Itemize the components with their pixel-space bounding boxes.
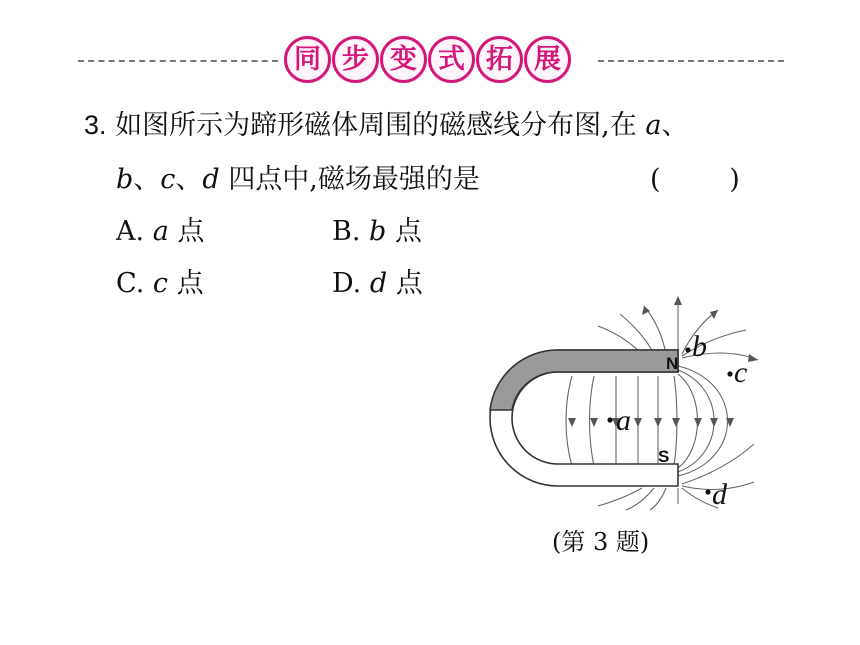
point-d-dot — [705, 489, 710, 494]
point-c-label: c — [734, 356, 748, 389]
magnet-diagram — [482, 294, 762, 512]
point-a-label: a — [616, 404, 631, 437]
option-var: a — [152, 216, 169, 247]
option-suffix: 点 — [177, 216, 205, 247]
banner-char: 式 — [428, 36, 475, 83]
var-b: b — [116, 164, 134, 195]
question-line-2 — [116, 163, 480, 197]
magnet-north-arm — [490, 350, 678, 410]
banner-title — [284, 36, 571, 83]
option-a — [116, 215, 204, 249]
option-letter: D. — [332, 268, 362, 299]
option-letter: A. — [116, 216, 145, 247]
banner-dash-right — [598, 60, 784, 62]
option-var: c — [152, 268, 168, 299]
point-c-dot — [727, 371, 732, 376]
separator: 、 — [175, 164, 203, 195]
banner-char: 同 — [284, 36, 331, 83]
option-letter: C. — [116, 268, 145, 299]
option-c — [116, 267, 204, 301]
option-letter: B. — [332, 216, 361, 247]
separator: 、 — [133, 164, 161, 195]
var-a: a — [645, 110, 662, 141]
option-suffix: 点 — [395, 268, 423, 299]
section-banner — [78, 34, 784, 88]
point-b-dot — [685, 347, 690, 352]
question-number: 3. — [84, 110, 107, 140]
option-var: d — [369, 268, 388, 299]
banner-dash-left — [78, 60, 278, 62]
field-lines-gap — [566, 366, 728, 476]
question-line-1 — [84, 108, 688, 143]
banner-char: 拓 — [476, 36, 523, 83]
question-text-1: 如图所示为蹄形磁体周围的磁感线分布图,在 — [115, 110, 637, 141]
banner-char: 变 — [380, 36, 427, 83]
north-pole-label: N — [666, 354, 679, 373]
south-pole-label: S — [658, 447, 670, 466]
option-suffix: 点 — [394, 216, 422, 247]
answer-bracket: ( ) — [650, 164, 740, 195]
var-d: d — [202, 164, 220, 195]
option-suffix: 点 — [176, 268, 204, 299]
banner-char: 步 — [332, 36, 379, 83]
var-c: c — [160, 164, 176, 195]
point-b-label: b — [692, 330, 707, 363]
point-a-dot — [607, 417, 612, 422]
point-d-label: d — [712, 478, 727, 511]
question-text-2: 四点中,磁场最强的是 — [228, 164, 480, 195]
option-d — [332, 267, 423, 301]
separator: 、 — [661, 110, 689, 141]
option-var: b — [369, 216, 387, 247]
banner-char: 展 — [524, 36, 571, 83]
option-b — [332, 215, 422, 249]
figure-caption: (第 3 题) — [552, 528, 650, 556]
